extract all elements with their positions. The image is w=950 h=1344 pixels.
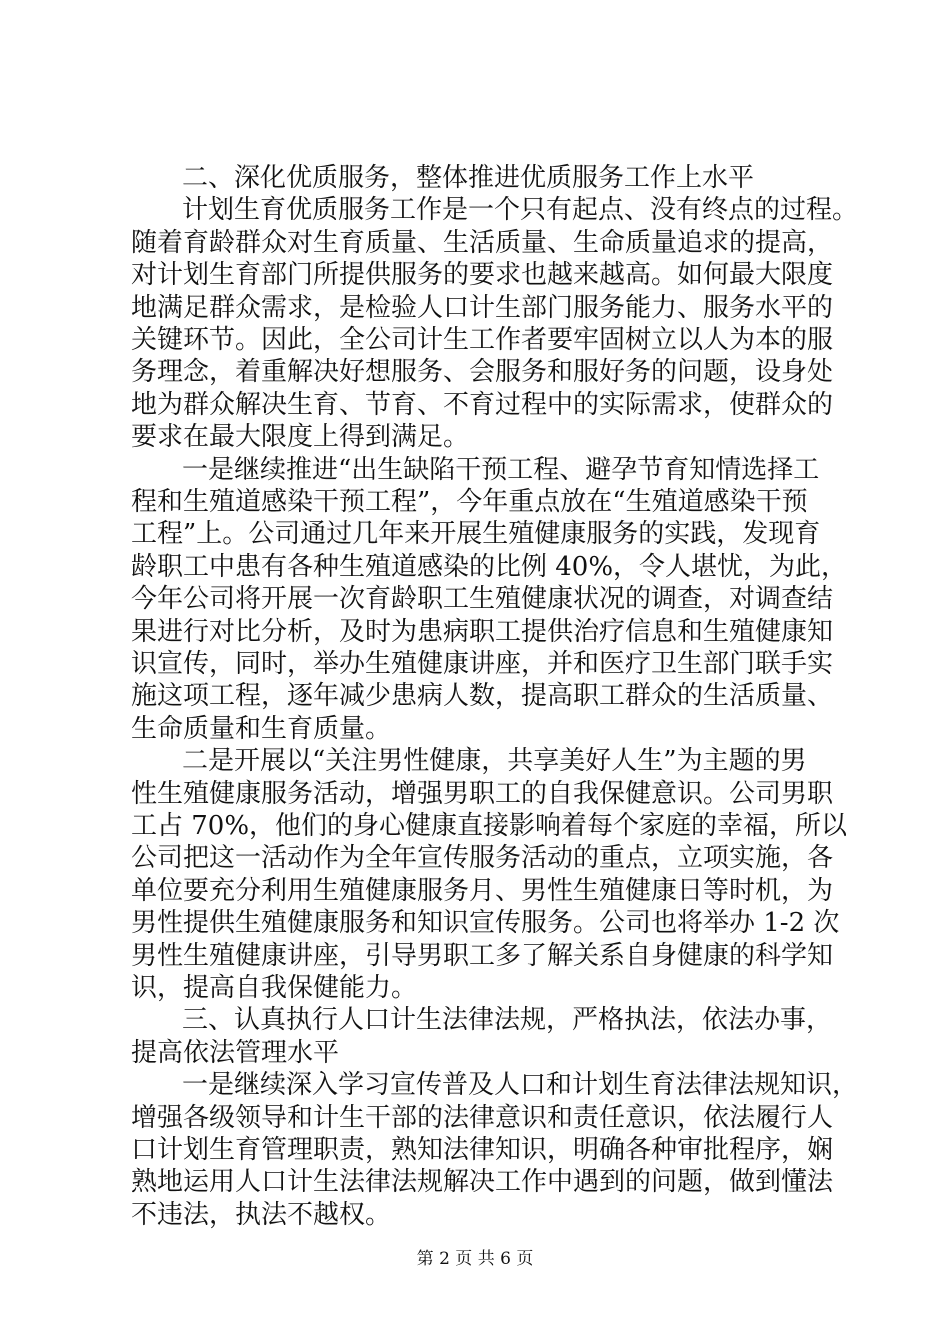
text-line: 识宣传，同时，举办生殖健康讲座，并和医疗卫生部门联手实 [131, 649, 834, 679]
text-line: 对计划生育部门所提供服务的要求也越来越高。如何最大限度 [131, 260, 834, 291]
text-line: 识，提高自我保健能力。 [131, 973, 418, 1003]
text-line: 不违法，执法不越权。 [131, 1199, 392, 1230]
text-line: 施这项工程，逐年减少患病人数，提高职工群众的生活质量、 [131, 681, 834, 712]
text-line: 单位要充分利用生殖健康服务月、男性生殖健康日等时机，为 [131, 875, 834, 906]
text-line: 二是开展以“关注男性健康，共享美好人生”为主题的男 [182, 746, 807, 777]
text-line: 关键环节。因此，全公司计生工作者要牢固树立以人为本的服 [131, 325, 834, 355]
text-line: 龄职工中患有各种生殖道感染的比例 40%，令人堪忧，为此， [131, 551, 848, 582]
page-footer [0, 1248, 950, 1270]
text-line: 工占 70%，他们的身心健康直接影响着每个家庭的幸福，所以 [131, 811, 848, 841]
text-line: 男性生殖健康讲座，引导男职工多了解关系自身健康的科学知 [131, 940, 834, 971]
text-line: 男性提供生殖健康服务和知识宣传服务。公司也将举办 1-2 次 [131, 908, 840, 939]
text-line: 务理念，着重解决好想服务、会服务和服好务的问题，设身处 [131, 357, 834, 388]
text-line: 要求在最大限度上得到满足。 [131, 422, 470, 453]
text-line: 生命质量和生育质量。 [131, 713, 392, 744]
text-line: 公司把这一活动作为全年宣传服务活动的重点，立项实施，各 [131, 843, 834, 874]
text-line: 增强各级领导和计生干部的法律意识和责任意识，依法履行人 [131, 1102, 834, 1133]
text-line: 熟地运用人口计生法律法规解决工作中遇到的问题，做到懂法 [131, 1167, 834, 1198]
text-line: 果进行对比分析，及时为患病职工提供治疗信息和生殖健康知 [131, 616, 834, 647]
text-line: 提高依法管理水平 [131, 1037, 340, 1068]
text-line: 地为群众解决生育、节育、不育过程中的实际需求，使群众的 [131, 389, 834, 420]
text-line: 一是继续深入学习宣传普及人口和计划生育法律法规知识， [182, 1070, 859, 1101]
text-line: 程和生殖道感染干预工程”，今年重点放在“生殖道感染干预 [131, 487, 808, 517]
text-line: 三、认真执行人口计生法律法规，严格执法，依法办事， [182, 1005, 833, 1036]
text-line: 二、深化优质服务，整体推进优质服务工作上水平 [182, 163, 755, 193]
text-line: 地满足群众需求，是检验人口计生部门服务能力、服务水平的 [131, 292, 834, 323]
text-line: 随着育龄群众对生育质量、生活质量、生命质量追求的提高， [131, 227, 834, 258]
page-number-indicator: 第 2 页 共 6 页 [416, 1249, 534, 1269]
text-line: 工程”上。公司通过几年来开展生殖健康服务的实践，发现育 [131, 519, 821, 550]
text-line: 计划生育优质服务工作是一个只有起点、没有终点的过程。 [182, 195, 859, 226]
text-line: 今年公司将开展一次育龄职工生殖健康状况的调查，对调查结 [131, 584, 834, 615]
text-line: 性生殖健康服务活动，增强男职工的自我保健意识。公司男职 [131, 778, 834, 809]
text-line: 口计划生育管理职责，熟知法律知识，明确各种审批程序，娴 [131, 1135, 834, 1165]
text-line: 一是继续推进“出生缺陷干预工程、避孕节育知情选择工 [182, 454, 820, 485]
